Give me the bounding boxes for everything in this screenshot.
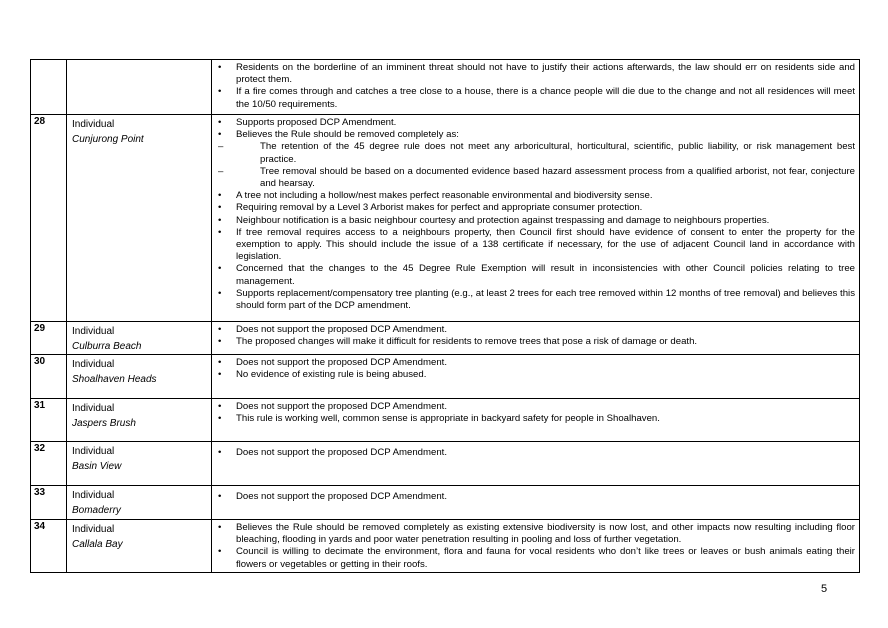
list-item: • The proposed changes will make it difficult for residents to remove trees that pose a risk of damage or death. [212,336,855,348]
submission-number: 30 [31,355,67,399]
submitter-cell [67,355,212,399]
list-item: • Supports replacement/compensatory tree planting (e.g., at least 2 trees for each tree removed within 12 months of tree removal) and believes this should form part of the DCP amendment. [212,288,855,312]
submitter-type: Individual [72,403,115,414]
comment-list [212,117,855,312]
comments-cell [212,399,860,442]
list-item: • If a fire comes through and catches a tree close to a house, there is a chance people will die due to the change and not all residences will meet the 10/50 requirements. [212,86,855,110]
submitter-cell [67,115,212,322]
submitter-type: Individual [72,326,115,337]
list-item: • Believes the Rule should be removed completely as existing extensive biodiversity is now lost, and other impacts now resulting including floor bleaching, flooding in yards and poor water penetration resulting in pooling and loss of further vegetation. [212,522,855,546]
table-row [31,322,860,355]
submitter-cell [67,60,212,115]
submitter-cell [67,399,212,442]
list-item: • Neighbour notification is a basic neighbour courtesy and protection against trespassing and damage to neighbours properties. [212,215,855,227]
submitter-location: Cunjurong Point [72,134,144,145]
submitter-location: Callala Bay [72,539,123,550]
list-item: • Does not support the proposed DCP Amendment. [212,447,855,459]
comment-list [212,522,855,571]
comment-list [212,488,855,503]
submitter-location: Shoalhaven Heads [72,374,157,385]
submitter-type: Individual [72,119,115,130]
table-row [31,355,860,399]
comments-cell [212,442,860,486]
list-item: • Does not support the proposed DCP Amendment. [212,491,855,503]
comments-cell [212,486,860,520]
table-row [31,520,860,573]
list-item: • Residents on the borderline of an imminent threat should not have to justify their actions afterwards, the law should err on residents side and protect them. [212,62,855,86]
list-item: • Concerned that the changes to the 45 Degree Rule Exemption will result in inconsistencies with other Council policies relating to tree management. [212,263,855,287]
comments-cell [212,355,860,399]
submitter-cell [67,520,212,573]
list-item: • Requiring removal by a Level 3 Arborist makes for perfect and appropriate consumer protection. [212,202,855,214]
list-item: • Does not support the proposed DCP Amendment. [212,357,855,369]
comments-cell [212,60,860,115]
sub-list [212,141,855,190]
submitter-location: Bomaderry [72,505,121,516]
list-item: • A tree not including a hollow/nest makes perfect reasonable environmental and biodiversity sense. [212,190,855,202]
submission-number: 34 [31,520,67,573]
page-number: 5 [821,583,828,595]
comment-list [212,401,855,425]
submission-number: 28 [31,115,67,322]
submitter-type: Individual [72,446,115,457]
table-row [31,399,860,442]
submission-number [31,60,67,115]
submitter-type: Individual [72,490,115,501]
submitter-location: Basin View [72,461,122,472]
sub-list-item: – The retention of the 45 degree rule does not meet any arboricultural, horticultural, scientific, public liability, or risk management best practice. [212,141,855,165]
submissions-table [30,59,860,573]
list-item [212,129,855,190]
table-row [31,115,860,322]
table-row [31,486,860,520]
list-item: • Supports proposed DCP Amendment. [212,117,855,129]
comments-cell [212,520,860,573]
submitter-type: Individual [72,359,115,370]
list-item: • This rule is working well, common sense is appropriate in backyard safety for people in Shoalhaven. [212,413,855,425]
submission-number: 29 [31,322,67,355]
submitter-location: Jaspers Brush [72,418,136,429]
list-item: • Does not support the proposed DCP Amendment. [212,401,855,413]
comments-cell [212,322,860,355]
list-item: • Council is willing to decimate the environment, flora and fauna for vocal residents who don’t like trees or leaves or bush animals eating their flowers or vegetables or getting in their roofs. [212,546,855,570]
comments-cell [212,115,860,322]
list-item: • If tree removal requires access to a neighbours property, then Council first should have evidence of consent to enter the property for the exemption to apply. This should include the issue of a 138 certificate if necessary, for the use of adjacent Council land in accordance with legislation. [212,227,855,264]
list-item-text: Believes the Rule should be removed completely as: [236,129,459,141]
list-item: • Does not support the proposed DCP Amendment. [212,324,855,336]
submitter-location: Culburra Beach [72,341,142,352]
sub-list-item: – Tree removal should be based on a documented evidence based hazard assessment process from a qualified arborist, not fear, conjecture and hearsay. [212,166,855,190]
submitter-type: Individual [72,524,115,535]
comment-list [212,357,855,381]
table-row [31,60,860,115]
submission-number: 32 [31,442,67,486]
comment-list [212,62,855,111]
submitter-cell [67,322,212,355]
submitter-cell [67,486,212,520]
comment-list [212,444,855,459]
comment-list [212,324,855,348]
submitter-cell [67,442,212,486]
submission-number: 33 [31,486,67,520]
table-row [31,442,860,486]
list-item: • No evidence of existing rule is being abused. [212,369,855,381]
submission-number: 31 [31,399,67,442]
